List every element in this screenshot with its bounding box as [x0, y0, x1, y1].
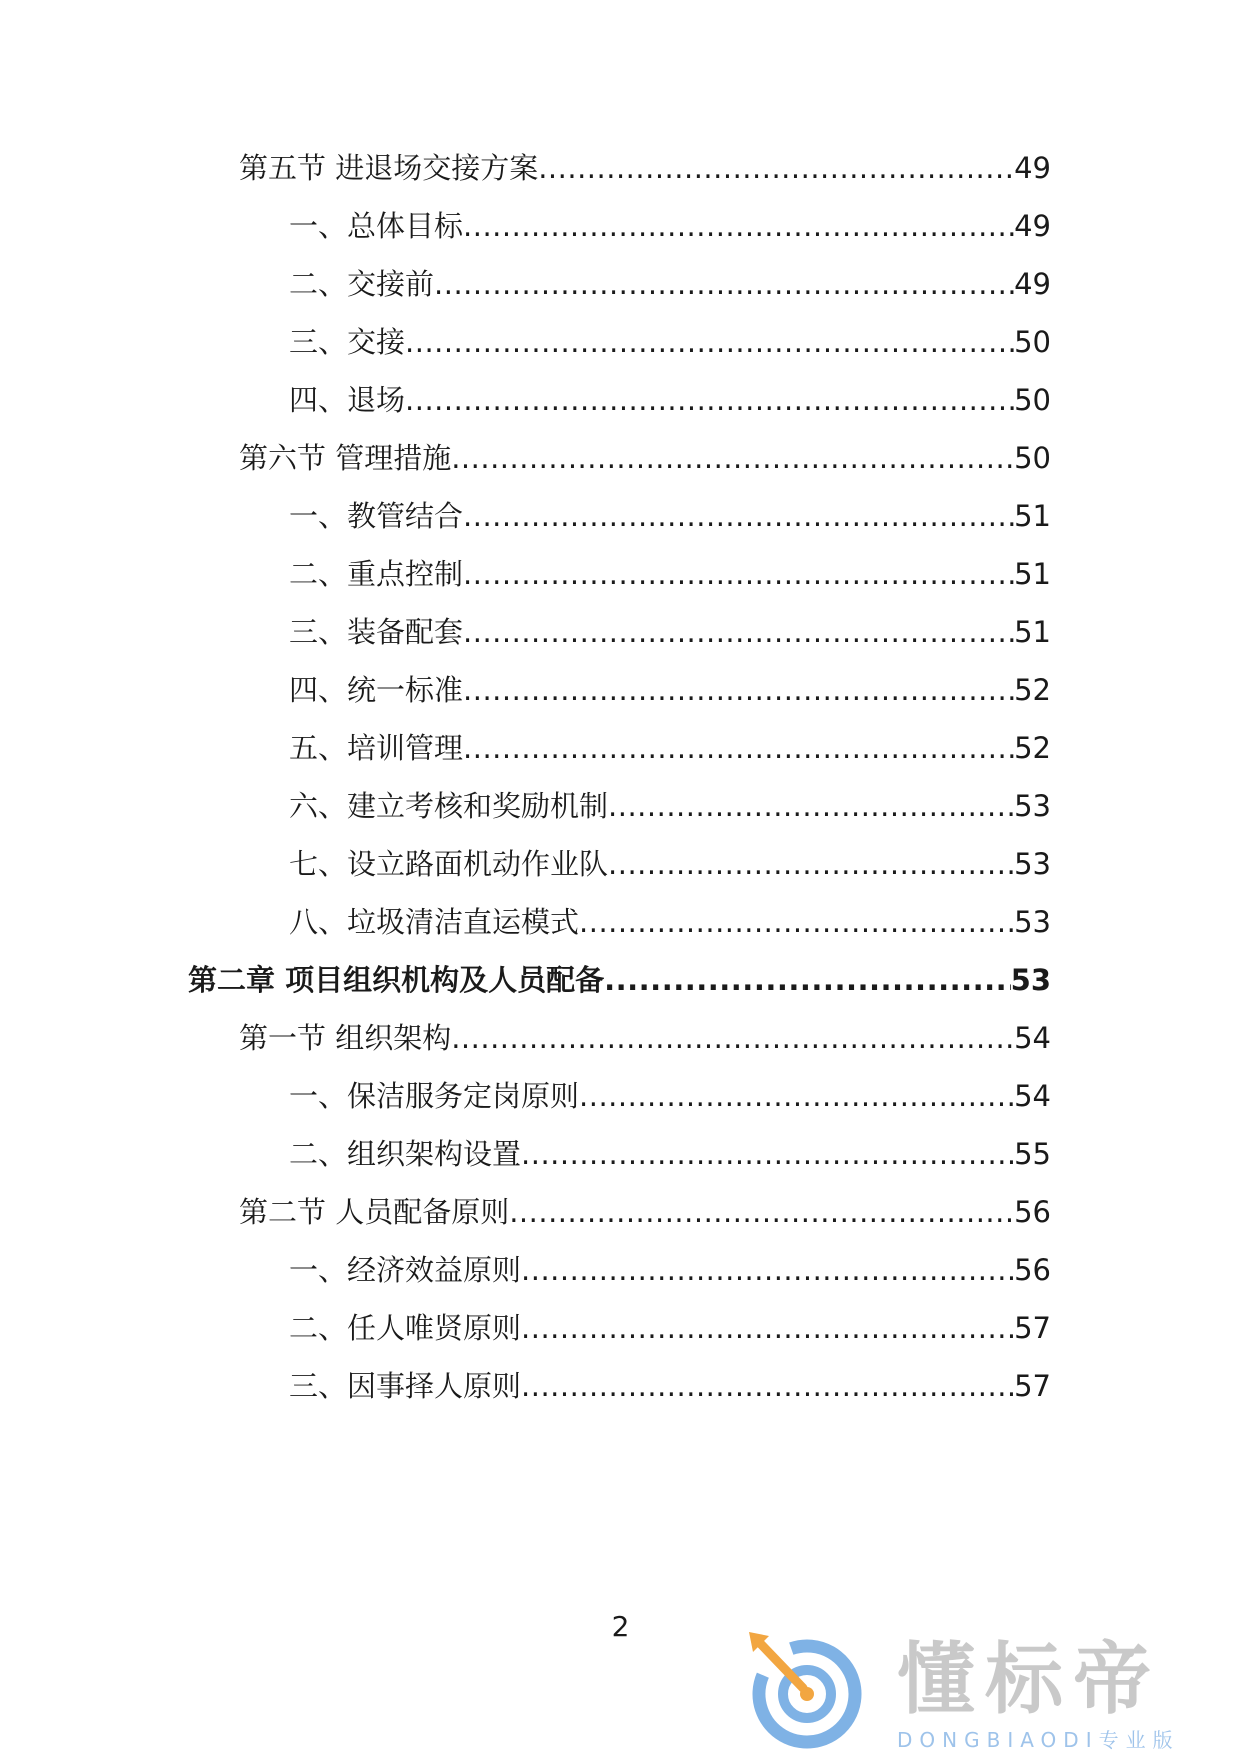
- toc-dot-leader: [608, 842, 1014, 886]
- toc-entry[interactable]: [289, 668, 1051, 712]
- toc-entry[interactable]: [289, 726, 1051, 770]
- toc-entry-title: 六、建立考核和奖励机制: [289, 789, 609, 823]
- toc-dot-leader: [463, 494, 1014, 538]
- toc-entry[interactable]: [289, 1074, 1051, 1118]
- toc-entry-page: 49: [1014, 209, 1051, 243]
- toc-entry-page: 54: [1014, 1021, 1051, 1055]
- toc-entry-page: 54: [1014, 1079, 1051, 1113]
- toc-entry[interactable]: [289, 900, 1051, 944]
- toc-entry-page: 49: [1014, 151, 1051, 185]
- toc-entry-page: 51: [1014, 499, 1051, 533]
- toc-entry-title: 第二节 人员配备原则: [239, 1195, 510, 1229]
- toc-entry-title: 三、因事择人原则: [289, 1369, 522, 1403]
- toc-entry-title: 二、交接前: [289, 267, 435, 301]
- toc-dot-leader: [521, 1248, 1014, 1292]
- toc-entry-title: 一、教管结合: [289, 499, 464, 533]
- toc-entry-title: 三、装备配套: [289, 615, 464, 649]
- toc-dot-leader: [521, 1306, 1014, 1350]
- toc-dot-leader: [521, 1364, 1014, 1408]
- toc-entry-title: 五、培训管理: [289, 731, 464, 765]
- toc-dot-leader: [579, 900, 1014, 944]
- toc-entry[interactable]: [289, 262, 1051, 306]
- toc-dot-leader: [521, 1132, 1014, 1176]
- toc-entry-page: 57: [1014, 1311, 1051, 1345]
- toc-entry[interactable]: [289, 1132, 1051, 1176]
- toc-entry[interactable]: [239, 1190, 1051, 1234]
- toc-entry-title: 一、总体目标: [289, 209, 464, 243]
- toc-entry-title: 第一节 组织架构: [239, 1021, 452, 1055]
- toc-entry[interactable]: [289, 842, 1051, 886]
- toc-dot-leader: [608, 784, 1014, 828]
- toc-entry[interactable]: [289, 1364, 1051, 1408]
- toc-entry[interactable]: [289, 320, 1051, 364]
- toc-entry[interactable]: [239, 436, 1051, 480]
- toc-entry-page: 52: [1014, 731, 1051, 765]
- toc-dot-leader: [451, 436, 1014, 480]
- watermark: [745, 1632, 1225, 1754]
- toc-dot-leader: [538, 146, 1014, 190]
- toc-entry-title: 一、经济效益原则: [289, 1253, 522, 1287]
- toc-entry-title: 第五节 进退场交接方案: [239, 151, 539, 185]
- toc-dot-leader: [463, 610, 1014, 654]
- toc-dot-leader: [405, 320, 1014, 364]
- toc-entry-page: 57: [1014, 1369, 1051, 1403]
- toc-entry[interactable]: [289, 204, 1051, 248]
- toc-chapter-entry[interactable]: [188, 958, 1051, 1002]
- toc-entry-page: 50: [1014, 325, 1051, 359]
- toc-entry-title: 二、组织架构设置: [289, 1137, 522, 1171]
- toc-entry-page: 55: [1014, 1137, 1051, 1171]
- toc-entry-title: 第二章 项目组织机构及人员配备: [188, 963, 605, 997]
- toc-entry-page: 51: [1014, 615, 1051, 649]
- page-number: 2: [611, 1610, 630, 1643]
- watermark-brand-name: 懂标帝: [897, 1635, 1162, 1725]
- toc-entry[interactable]: [289, 552, 1051, 596]
- toc-entry-page: 50: [1014, 383, 1051, 417]
- toc-entry-page: 51: [1014, 557, 1051, 591]
- toc-entry-page: 52: [1014, 673, 1051, 707]
- toc-dot-leader: [463, 668, 1014, 712]
- toc-entry-page: 56: [1014, 1195, 1051, 1229]
- toc-dot-leader: [463, 552, 1014, 596]
- toc-dot-leader: [451, 1016, 1014, 1060]
- target-logo-icon: [745, 1632, 870, 1750]
- toc-entry[interactable]: [239, 146, 1051, 190]
- toc-entry-page: 53: [1014, 789, 1051, 823]
- toc-entry-title: 一、保洁服务定岗原则: [289, 1079, 580, 1113]
- toc-entry-title: 第六节 管理措施: [239, 441, 452, 475]
- toc-entry-title: 二、任人唯贤原则: [289, 1311, 522, 1345]
- toc-entry[interactable]: [289, 1306, 1051, 1350]
- toc-entry[interactable]: [289, 610, 1051, 654]
- toc-entry[interactable]: [239, 1016, 1051, 1060]
- toc-entry-title: 二、重点控制: [289, 557, 464, 591]
- toc-dot-leader: [509, 1190, 1014, 1234]
- toc-dot-leader: [463, 726, 1014, 770]
- toc-entry[interactable]: [289, 378, 1051, 422]
- toc-dot-leader: [604, 958, 1011, 1002]
- toc-entry[interactable]: [289, 784, 1051, 828]
- watermark-brand-subtitle: DONGBIAODI专业版: [897, 1728, 1180, 1752]
- toc-entry-page: 53: [1014, 847, 1051, 881]
- toc-entry-title: 七、设立路面机动作业队: [289, 847, 609, 881]
- toc-entry-title: 四、统一标准: [289, 673, 464, 707]
- toc-dot-leader: [463, 204, 1014, 248]
- toc-entry[interactable]: [289, 1248, 1051, 1292]
- toc-dot-leader: [579, 1074, 1014, 1118]
- toc-entry-title: 八、垃圾清洁直运模式: [289, 905, 580, 939]
- toc-entry-page: 49: [1014, 267, 1051, 301]
- toc-entry-page: 53: [1014, 905, 1051, 939]
- toc-entry-title: 三、交接: [289, 325, 406, 359]
- toc-entry[interactable]: [289, 494, 1051, 538]
- toc-entry-page: 53: [1010, 963, 1051, 997]
- toc-entry-page: 50: [1014, 441, 1051, 475]
- toc-entry-page: 56: [1014, 1253, 1051, 1287]
- toc-dot-leader: [434, 262, 1014, 306]
- toc-entry-title: 四、退场: [289, 383, 406, 417]
- toc-dot-leader: [405, 378, 1014, 422]
